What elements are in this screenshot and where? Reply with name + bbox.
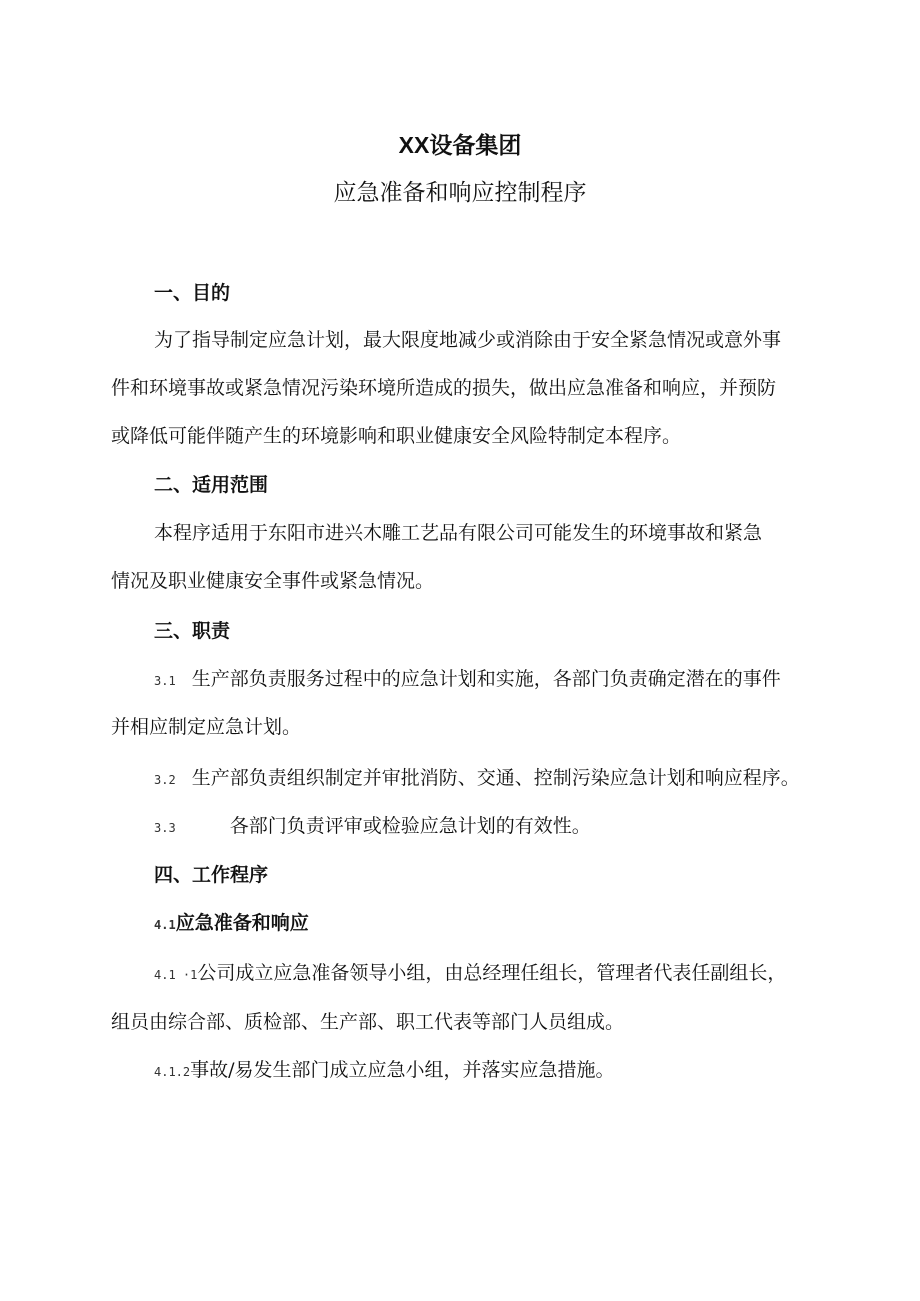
- item-4-1-2-number: 4.1.2: [154, 1065, 191, 1079]
- item-4-1-1-continuation: 组员由综合部、质检部、生产部、职工代表等部门人员组成。: [111, 1011, 625, 1033]
- section-2-heading: 二、适用范围: [154, 474, 269, 496]
- section-3-heading: 三、职责: [154, 620, 231, 642]
- item-4-1-1-number: 4.1 ·1: [154, 968, 198, 982]
- item-3-1-continuation: 并相应制定应急计划。: [111, 716, 302, 738]
- item-4-1-2: [154, 1056, 615, 1086]
- item-3-2: [154, 764, 800, 794]
- section-1-line-2: 件和环境事故或紧急情况污染环境所造成的损失，做出应急准备和响应，并预防: [111, 377, 777, 399]
- title-latin: XX: [398, 132, 430, 158]
- title-cn: 设备集团: [429, 132, 522, 159]
- section-1-line-3: 或降低可能伴随产生的环境影响和职业健康安全风险特制定本程序。: [111, 425, 682, 447]
- item-3-3-number: 3.3: [154, 821, 176, 835]
- document-title: [0, 128, 920, 163]
- subsection-4-1-number: 4.1: [154, 918, 176, 932]
- item-3-3: [154, 812, 591, 842]
- item-3-1-text: 生产部负责服务过程中的应急计划和实施，各部门负责确定潜在的事件: [191, 668, 781, 690]
- section-2-line-2: 情况及职业健康安全事件或紧急情况。: [111, 570, 435, 592]
- item-4-1-1-text: 公司成立应急准备领导小组，由总经理任组长，管理者代表任副组长，: [197, 962, 787, 984]
- item-4-1-2-text: 事故/易发生部门成立应急小组，并落实应急措施。: [190, 1059, 615, 1081]
- document-subtitle: 应急准备和响应控制程序: [333, 180, 587, 206]
- section-1-line-1: 为了指导制定应急计划，最大限度地减少或消除由于安全紧急情况或意外事: [154, 329, 782, 351]
- item-3-1-number: 3.1: [154, 674, 176, 688]
- item-3-1: [154, 665, 781, 695]
- item-3-2-number: 3.2: [154, 773, 176, 787]
- subsection-4-1-heading: [154, 909, 309, 939]
- section-4-heading: 四、工作程序: [154, 864, 269, 886]
- subsection-4-1-text: 应急准备和响应: [175, 912, 309, 934]
- section-1-heading: 一、目的: [154, 282, 231, 304]
- item-3-2-text: 生产部负责组织制定并审批消防、交通、控制污染应急计划和响应程序。: [191, 767, 800, 789]
- item-3-3-text: 各部门负责评审或检验应急计划的有效性。: [229, 815, 591, 837]
- item-4-1-1: [154, 959, 786, 989]
- section-2-line-1: 本程序适用于东阳市进兴木雕工艺品有限公司可能发生的环境事故和紧急: [154, 522, 763, 544]
